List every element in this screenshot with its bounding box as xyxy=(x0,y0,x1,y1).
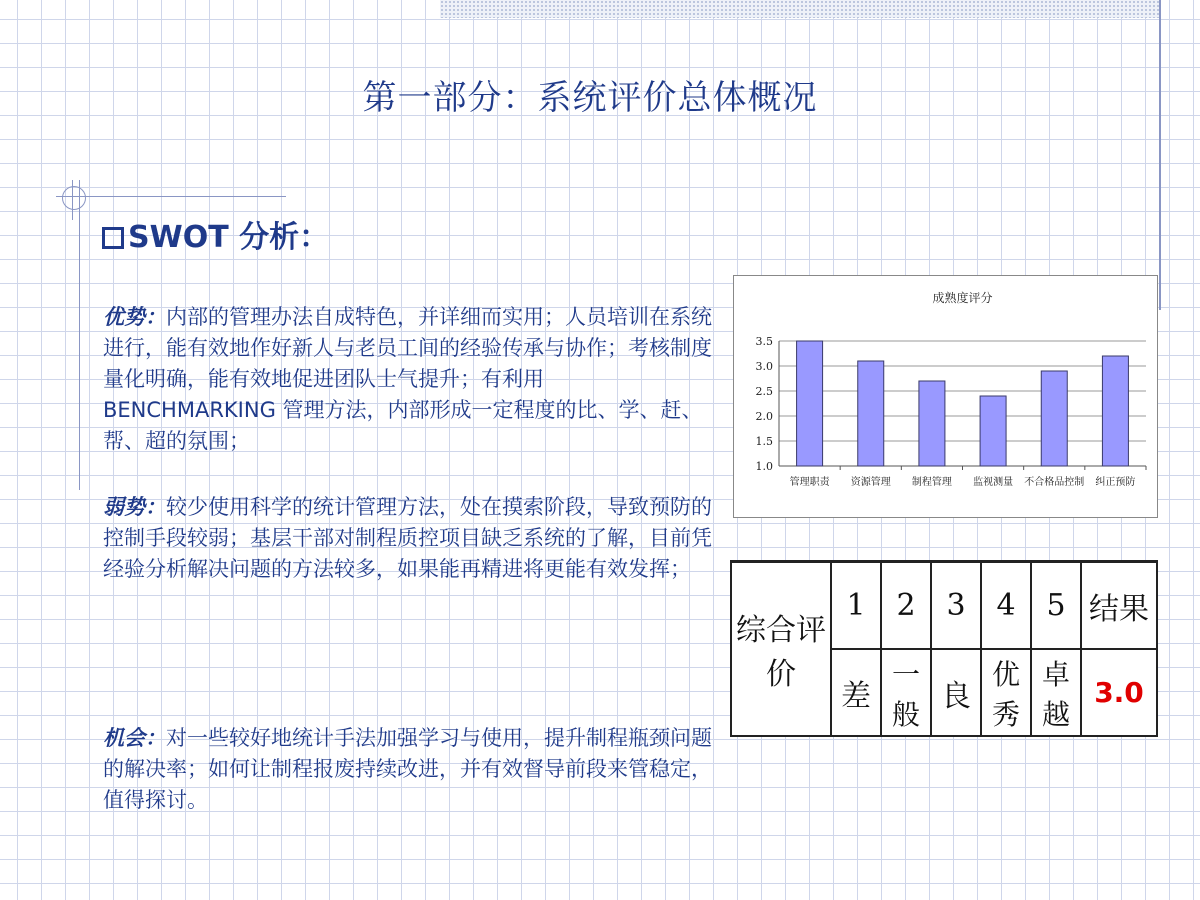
opportunity-paragraph xyxy=(103,723,715,816)
bar xyxy=(797,341,823,466)
x-tick-label: 资源管理 xyxy=(850,477,891,488)
x-tick-label: 不合格品控制 xyxy=(1024,477,1085,488)
strength-label: 优势： xyxy=(103,305,166,329)
bar xyxy=(858,361,884,466)
bar xyxy=(1102,356,1128,466)
swot-heading xyxy=(102,212,329,256)
y-tick-label: 3.0 xyxy=(755,360,773,373)
bar xyxy=(1041,371,1067,466)
weakness-text: 较少使用科学的统计管理方法，处在摸索阶段，导致预防的控制手段较弱；基层干部对制程质控项目缺乏系统的了解，目前凭经验分析解决问题的方法较多，如果能再精进将更能有效发挥； xyxy=(103,495,712,581)
decorative-circle xyxy=(62,186,86,210)
x-tick-label: 纠正预防 xyxy=(1095,477,1136,488)
y-tick-label: 1.5 xyxy=(755,435,773,448)
y-tick-label: 1.0 xyxy=(755,460,773,473)
swot-heading-text: SWOT 分析： xyxy=(128,220,330,255)
opportunity-label: 机会： xyxy=(103,726,166,750)
opportunity-text: 对一些较好地统计手法加强学习与使用，提升制程瓶颈问题的解决率；如何让制程报废持续改进，并有效督导前段来管稳定，值得探讨。 xyxy=(103,726,712,812)
level-name-cell: 差 xyxy=(831,649,881,736)
x-tick-label: 监视测量 xyxy=(973,477,1014,488)
maturity-chart xyxy=(733,275,1158,518)
top-decorative-band xyxy=(440,0,1160,18)
level-name-cell: 良 xyxy=(931,649,981,736)
checkbox-bullet-icon xyxy=(102,227,124,249)
strength-text: 内部的管理办法自成特色，并详细而实用；人员培训在系统进行，能有效地作好新人与老员工间的经验传承与协作；考核制度量化明确，能有效地促进团队士气提升；有利用 BENCHMARKING 管理方法，内部形成一定程度的比、学、赶、帮、超的氛围； xyxy=(103,305,712,453)
strength-paragraph xyxy=(103,302,715,457)
row-label-cell: 综合评价 xyxy=(731,562,831,737)
level-cell: 3 xyxy=(931,562,981,650)
x-tick-label: 管理职责 xyxy=(789,477,830,488)
level-cell: 5 xyxy=(1031,562,1081,650)
right-vertical-rule xyxy=(1159,0,1161,310)
y-tick-label: 3.5 xyxy=(755,335,773,348)
y-tick-label: 2.0 xyxy=(755,410,773,423)
page-title: 第一部分：系统评价总体概况 xyxy=(362,78,818,118)
bar xyxy=(980,396,1006,466)
chart-title: 成熟度评分 xyxy=(932,291,993,305)
weakness-label: 弱势： xyxy=(103,495,166,519)
bar xyxy=(919,381,945,466)
level-name-cell: 优秀 xyxy=(981,649,1031,736)
level-name-cell: 卓越 xyxy=(1031,649,1081,736)
level-name-cell: 一般 xyxy=(881,649,931,736)
score-table-header-row xyxy=(731,562,1157,650)
y-tick-label: 2.5 xyxy=(755,385,773,398)
left-vertical-rule xyxy=(79,180,80,490)
result-header-cell: 结果 xyxy=(1081,562,1157,650)
maturity-chart-svg xyxy=(734,276,1157,517)
score-table xyxy=(730,560,1158,737)
level-cell: 1 xyxy=(831,562,881,650)
level-cell: 4 xyxy=(981,562,1031,650)
result-value-cell: 3.0 xyxy=(1081,649,1157,736)
level-cell: 2 xyxy=(881,562,931,650)
x-tick-label: 制程管理 xyxy=(911,477,952,488)
heading-underline-rule xyxy=(56,196,286,197)
weakness-paragraph xyxy=(103,492,715,585)
